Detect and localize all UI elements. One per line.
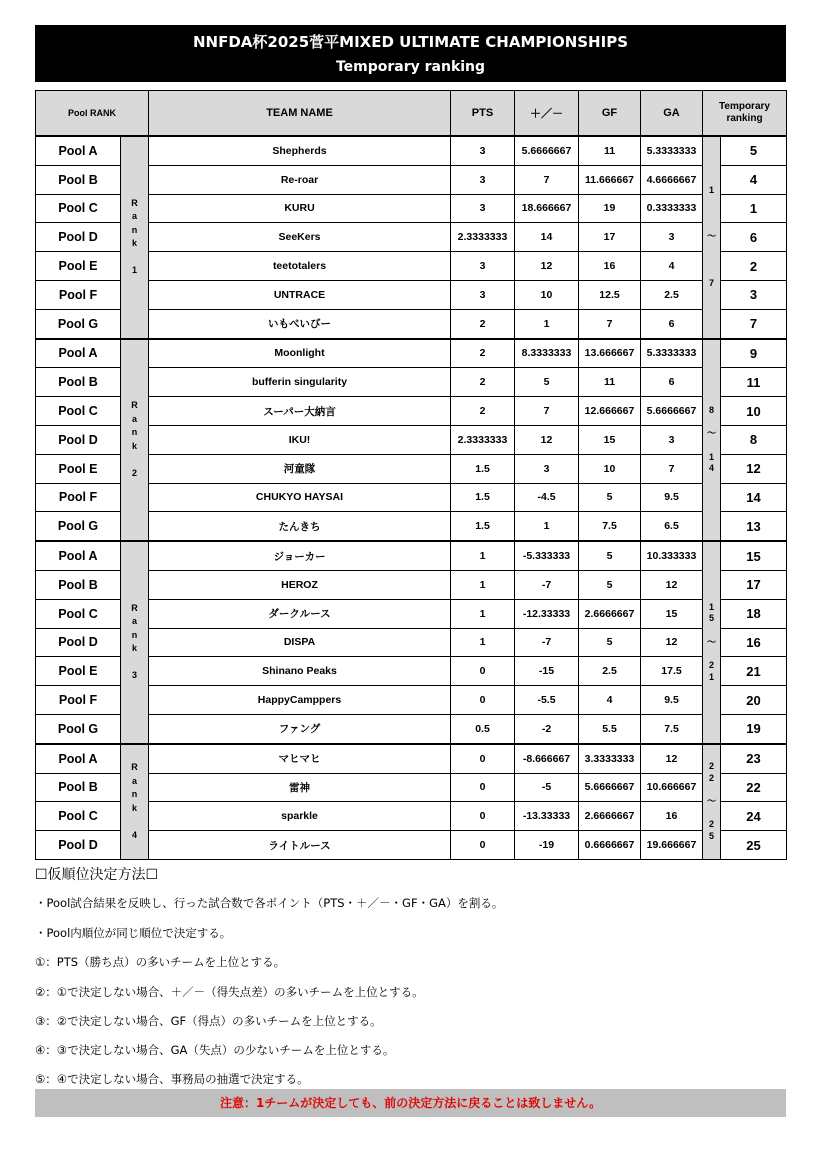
pool-cell: Pool E — [36, 657, 121, 686]
pts-cell: 3 — [451, 136, 515, 165]
ga-cell: 12 — [641, 628, 703, 657]
ga-cell: 2.5 — [641, 280, 703, 309]
diff-cell: -12.33333 — [515, 599, 579, 628]
team-name-cell: KURU — [149, 194, 451, 223]
ga-cell: 7.5 — [641, 714, 703, 743]
pts-cell: 1 — [451, 541, 515, 570]
pts-cell: 3 — [451, 194, 515, 223]
header-team-name: TEAM NAME — [149, 91, 451, 137]
gf-cell: 11 — [579, 136, 641, 165]
temporary-rank-cell: 12 — [721, 454, 787, 483]
gf-cell: 12.666667 — [579, 397, 641, 426]
ga-cell: 10.333333 — [641, 541, 703, 570]
team-name-cell: CHUKYO HAYSAI — [149, 483, 451, 512]
ga-cell: 4 — [641, 252, 703, 281]
table-row — [36, 194, 787, 223]
pts-cell: 1.5 — [451, 512, 515, 541]
temporary-rank-cell: 16 — [721, 628, 787, 657]
team-name-cell: bufferin singularity — [149, 368, 451, 397]
gf-cell: 5 — [579, 541, 641, 570]
pool-cell: Pool F — [36, 280, 121, 309]
ga-cell: 16 — [641, 802, 703, 831]
temporary-rank-cell: 10 — [721, 397, 787, 426]
temporary-rank-cell: 17 — [721, 570, 787, 599]
team-name-cell: ダークルース — [149, 599, 451, 628]
gf-cell: 5.5 — [579, 714, 641, 743]
table-row — [36, 541, 787, 570]
gf-cell: 7.5 — [579, 512, 641, 541]
ga-cell: 6.5 — [641, 512, 703, 541]
table-row — [36, 744, 787, 773]
diff-cell: -19 — [515, 831, 579, 860]
gf-cell: 7 — [579, 309, 641, 338]
team-name-cell: ジョーカー — [149, 541, 451, 570]
pool-cell: Pool A — [36, 541, 121, 570]
pts-cell: 1 — [451, 570, 515, 599]
table-row — [36, 368, 787, 397]
temporary-rank-cell: 22 — [721, 773, 787, 802]
ga-cell: 15 — [641, 599, 703, 628]
table-row — [36, 397, 787, 426]
diff-cell: -5 — [515, 773, 579, 802]
pts-cell: 2 — [451, 368, 515, 397]
temporary-rank-cell: 15 — [721, 541, 787, 570]
table-row — [36, 280, 787, 309]
gf-cell: 13.666667 — [579, 339, 641, 368]
pts-cell: 0.5 — [451, 714, 515, 743]
rank-group-label: R a n k 4 — [121, 744, 149, 860]
diff-cell: 1 — [515, 512, 579, 541]
header-diff: ＋／－ — [515, 91, 579, 137]
team-name-cell: IKU! — [149, 425, 451, 454]
table-row — [36, 714, 787, 743]
pool-cell: Pool G — [36, 714, 121, 743]
ga-cell: 4.6666667 — [641, 165, 703, 194]
pool-cell: Pool D — [36, 831, 121, 860]
temporary-rank-cell: 18 — [721, 599, 787, 628]
temporary-rank-cell: 6 — [721, 223, 787, 252]
team-name-cell: HappyCamppers — [149, 686, 451, 715]
header-temporary-ranking: Temporary ranking — [703, 91, 787, 137]
pool-cell: Pool C — [36, 802, 121, 831]
diff-cell: 12 — [515, 252, 579, 281]
temporary-rank-cell: 3 — [721, 280, 787, 309]
pool-cell: Pool A — [36, 339, 121, 368]
diff-cell: -8.666667 — [515, 744, 579, 773]
team-name-cell: SeeKers — [149, 223, 451, 252]
temporary-rank-cell: 1 — [721, 194, 787, 223]
table-row — [36, 512, 787, 541]
pool-cell: Pool C — [36, 599, 121, 628]
team-name-cell: 河童隊 — [149, 454, 451, 483]
ga-cell: 9.5 — [641, 686, 703, 715]
ranking-range-label: 1 5 〜 2 1 — [703, 541, 721, 744]
header-pool-rank: Pool RANK — [36, 91, 149, 137]
method-note: ④：③で決定しない場合、GA（失点）の少ないチームを上位とする。 — [35, 1043, 395, 1057]
ga-cell: 5.6666667 — [641, 397, 703, 426]
table-row — [36, 454, 787, 483]
team-name-cell: DISPA — [149, 628, 451, 657]
ranking-range-label: 8 〜 1 4 — [703, 339, 721, 542]
temporary-rank-cell: 20 — [721, 686, 787, 715]
team-name-cell: ファング — [149, 714, 451, 743]
table-row — [36, 483, 787, 512]
method-note: ・Pool試合結果を反映し、行った試合数で各ポイント（PTS・＋／－・GF・GA）を割る。 — [35, 896, 504, 910]
diff-cell: -2 — [515, 714, 579, 743]
pts-cell: 1.5 — [451, 454, 515, 483]
team-name-cell: sparkle — [149, 802, 451, 831]
team-name-cell: Re-roar — [149, 165, 451, 194]
diff-cell: 8.3333333 — [515, 339, 579, 368]
rank-group-label: R a n k 1 — [121, 136, 149, 339]
ga-cell: 12 — [641, 570, 703, 599]
temporary-rank-cell: 2 — [721, 252, 787, 281]
pool-cell: Pool E — [36, 252, 121, 281]
diff-cell: 10 — [515, 280, 579, 309]
diff-cell: -5.333333 — [515, 541, 579, 570]
team-name-cell: 雷神 — [149, 773, 451, 802]
method-note: ・Pool内順位が同じ順位で決定する。 — [35, 926, 232, 940]
pool-cell: Pool D — [36, 628, 121, 657]
table-row — [36, 252, 787, 281]
gf-cell: 17 — [579, 223, 641, 252]
gf-cell: 19 — [579, 194, 641, 223]
temporary-rank-cell: 11 — [721, 368, 787, 397]
table-row — [36, 339, 787, 368]
gf-cell: 11 — [579, 368, 641, 397]
ga-cell: 3 — [641, 425, 703, 454]
pool-cell: Pool C — [36, 194, 121, 223]
team-name-cell: マヒマヒ — [149, 744, 451, 773]
diff-cell: 5 — [515, 368, 579, 397]
rank-group-label: R a n k 3 — [121, 541, 149, 744]
table-row — [36, 831, 787, 860]
table-row — [36, 223, 787, 252]
pts-cell: 2.3333333 — [451, 425, 515, 454]
team-name-cell: ライトルース — [149, 831, 451, 860]
gf-cell: 15 — [579, 425, 641, 454]
diff-cell: 12 — [515, 425, 579, 454]
ranking-range-label: 1 〜 7 — [703, 136, 721, 339]
team-name-cell: たんきち — [149, 512, 451, 541]
gf-cell: 4 — [579, 686, 641, 715]
temporary-rank-cell: 9 — [721, 339, 787, 368]
pts-cell: 0 — [451, 831, 515, 860]
pts-cell: 2.3333333 — [451, 223, 515, 252]
method-title: ☐仮順位決定方法☐ — [35, 867, 159, 883]
rank-group-label: R a n k 2 — [121, 339, 149, 542]
method-note: ①：PTS（勝ち点）の多いチームを上位とする。 — [35, 955, 286, 969]
ga-cell: 19.666667 — [641, 831, 703, 860]
gf-cell: 2.6666667 — [579, 802, 641, 831]
gf-cell: 5 — [579, 483, 641, 512]
diff-cell: 1 — [515, 309, 579, 338]
diff-cell: 3 — [515, 454, 579, 483]
gf-cell: 10 — [579, 454, 641, 483]
pool-cell: Pool C — [36, 397, 121, 426]
table-row — [36, 165, 787, 194]
document-title: NNFDA杯2025菅平MIXED ULTIMATE CHAMPIONSHIPS — [192, 33, 628, 51]
pts-cell: 0 — [451, 686, 515, 715]
temporary-rank-cell: 14 — [721, 483, 787, 512]
team-name-cell: teetotalers — [149, 252, 451, 281]
ga-cell: 6 — [641, 368, 703, 397]
temporary-rank-cell: 5 — [721, 136, 787, 165]
gf-cell: 2.5 — [579, 657, 641, 686]
pool-cell: Pool G — [36, 512, 121, 541]
method-note: ③：②で決定しない場合、GF（得点）の多いチームを上位とする。 — [35, 1014, 382, 1028]
pool-cell: Pool B — [36, 165, 121, 194]
warning-banner: 注意：1チームが決定しても、前の決定方法に戻ることは致しません。 — [35, 1089, 786, 1117]
diff-cell: -15 — [515, 657, 579, 686]
pool-cell: Pool E — [36, 454, 121, 483]
team-name-cell: いもべいびー — [149, 309, 451, 338]
pts-cell: 1 — [451, 628, 515, 657]
pts-cell: 3 — [451, 165, 515, 194]
team-name-cell: Shinano Peaks — [149, 657, 451, 686]
ranking-table-body — [36, 136, 787, 859]
pool-cell: Pool D — [36, 425, 121, 454]
header-pts: PTS — [451, 91, 515, 137]
gf-cell: 11.666667 — [579, 165, 641, 194]
temporary-rank-cell: 25 — [721, 831, 787, 860]
temporary-rank-cell: 8 — [721, 425, 787, 454]
table-row — [36, 570, 787, 599]
gf-cell: 5.6666667 — [579, 773, 641, 802]
temporary-rank-cell: 24 — [721, 802, 787, 831]
temporary-rank-cell: 23 — [721, 744, 787, 773]
ga-cell: 12 — [641, 744, 703, 773]
document-subtitle: Temporary ranking — [335, 59, 486, 75]
table-row — [36, 802, 787, 831]
pool-cell: Pool D — [36, 223, 121, 252]
pool-cell: Pool A — [36, 744, 121, 773]
table-row — [36, 657, 787, 686]
pts-cell: 2 — [451, 397, 515, 426]
ga-cell: 3 — [641, 223, 703, 252]
pts-cell: 1 — [451, 599, 515, 628]
table-row — [36, 309, 787, 338]
diff-cell: -4.5 — [515, 483, 579, 512]
table-row — [36, 686, 787, 715]
pts-cell: 0 — [451, 657, 515, 686]
table-row — [36, 136, 787, 165]
diff-cell: -7 — [515, 570, 579, 599]
table-header-row — [36, 91, 787, 137]
pool-cell: Pool B — [36, 368, 121, 397]
diff-cell: -13.33333 — [515, 802, 579, 831]
diff-cell: 18.666667 — [515, 194, 579, 223]
pool-cell: Pool G — [36, 309, 121, 338]
pts-cell: 2 — [451, 339, 515, 368]
pts-cell: 3 — [451, 280, 515, 309]
gf-cell: 3.3333333 — [579, 744, 641, 773]
team-name-cell: HEROZ — [149, 570, 451, 599]
pts-cell: 3 — [451, 252, 515, 281]
header-banner — [35, 25, 786, 82]
table-row — [36, 773, 787, 802]
gf-cell: 0.6666667 — [579, 831, 641, 860]
pts-cell: 0 — [451, 802, 515, 831]
diff-cell: 5.6666667 — [515, 136, 579, 165]
table-row — [36, 628, 787, 657]
method-note: ②：①で決定しない場合、＋／－（得失点差）の多いチームを上位とする。 — [35, 985, 424, 999]
table-row — [36, 425, 787, 454]
gf-cell: 12.5 — [579, 280, 641, 309]
ga-cell: 5.3333333 — [641, 136, 703, 165]
ga-cell: 10.666667 — [641, 773, 703, 802]
ga-cell: 7 — [641, 454, 703, 483]
ga-cell: 17.5 — [641, 657, 703, 686]
diff-cell: 7 — [515, 397, 579, 426]
ranking-range-label: 2 2 〜 2 5 — [703, 744, 721, 860]
temporary-rank-cell: 4 — [721, 165, 787, 194]
team-name-cell: Shepherds — [149, 136, 451, 165]
temporary-rank-cell: 21 — [721, 657, 787, 686]
ranking-table — [35, 90, 787, 860]
temporary-rank-cell: 7 — [721, 309, 787, 338]
ga-cell: 6 — [641, 309, 703, 338]
team-name-cell: スーパー大納言 — [149, 397, 451, 426]
pts-cell: 2 — [451, 309, 515, 338]
pool-cell: Pool B — [36, 570, 121, 599]
header-gf: GF — [579, 91, 641, 137]
pool-cell: Pool F — [36, 483, 121, 512]
table-row — [36, 599, 787, 628]
gf-cell: 5 — [579, 570, 641, 599]
pts-cell: 1.5 — [451, 483, 515, 512]
ga-cell: 0.3333333 — [641, 194, 703, 223]
ga-cell: 5.3333333 — [641, 339, 703, 368]
ga-cell: 9.5 — [641, 483, 703, 512]
pool-cell: Pool A — [36, 136, 121, 165]
gf-cell: 2.6666667 — [579, 599, 641, 628]
team-name-cell: Moonlight — [149, 339, 451, 368]
gf-cell: 5 — [579, 628, 641, 657]
header-ga: GA — [641, 91, 703, 137]
pool-cell: Pool B — [36, 773, 121, 802]
diff-cell: -7 — [515, 628, 579, 657]
diff-cell: -5.5 — [515, 686, 579, 715]
diff-cell: 7 — [515, 165, 579, 194]
temporary-rank-cell: 13 — [721, 512, 787, 541]
pool-cell: Pool F — [36, 686, 121, 715]
pts-cell: 0 — [451, 744, 515, 773]
gf-cell: 16 — [579, 252, 641, 281]
diff-cell: 14 — [515, 223, 579, 252]
pts-cell: 0 — [451, 773, 515, 802]
method-note: ⑤：④で決定しない場合、事務局の抽選で決定する。 — [35, 1072, 309, 1086]
team-name-cell: UNTRACE — [149, 280, 451, 309]
temporary-rank-cell: 19 — [721, 714, 787, 743]
